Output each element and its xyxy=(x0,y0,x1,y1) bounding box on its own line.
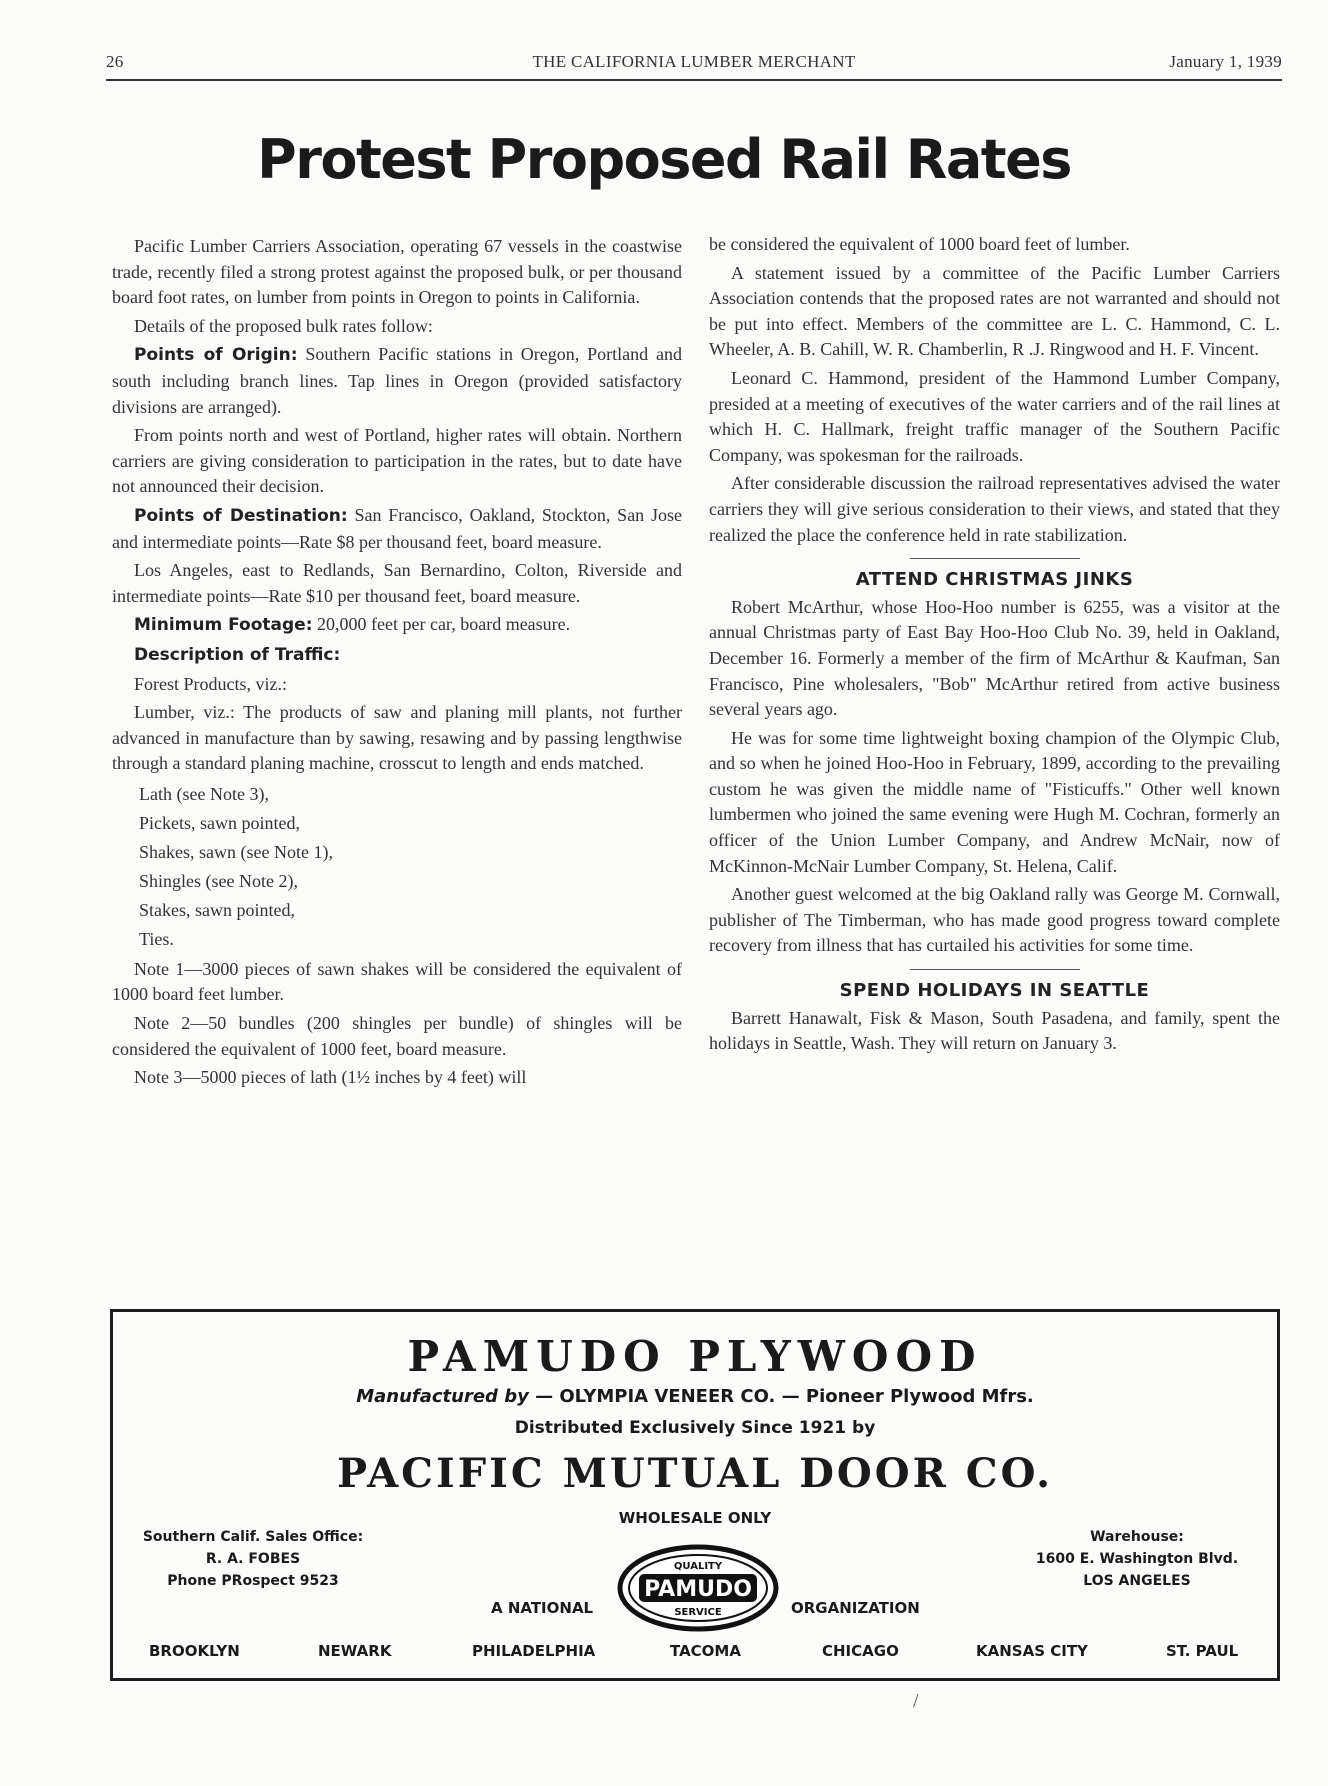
origin-text: Southern Pacific stations in Oregon, Portland and south including branch lines. Tap lines in Oregon (provided satisfactory divisions are arranged). xyxy=(112,344,682,417)
publication-name: THE CALIFORNIA LUMBER MERCHANT xyxy=(532,52,856,71)
ad-organization: ORGANIZATION xyxy=(791,1599,920,1617)
list-item: Shingles (see Note 2), xyxy=(139,870,298,891)
header-rule xyxy=(106,79,1282,81)
logo-service-text: SERVICE xyxy=(674,1607,722,1618)
description-label: Description of Traffic: xyxy=(134,644,341,665)
ad-manufacturer xyxy=(113,1386,1277,1407)
paragraph: Leonard C. Hammond, president of the Hammond Lumber Company, presided at a meeting of executives of the water carriers and of the rail lines at which H. C. Hallmark, freight traffic manager of the Southern Pacific Company, was spokesman for the railroads. xyxy=(709,367,1280,465)
warehouse-line: LOS ANGELES xyxy=(1083,1573,1191,1589)
city: CHICAGO xyxy=(822,1642,899,1660)
jinks-heading: ATTEND CHRISTMAS JINKS xyxy=(855,569,1134,591)
warehouse-line: 1600 E. Washington Blvd. xyxy=(1035,1551,1239,1567)
issue-date: January 1, 1939 xyxy=(1169,52,1282,71)
paragraph: Robert McArthur, whose Hoo-Hoo number is 6255, was a visitor at the annual Christmas party of East Bay Hoo-Hoo Club No. 39, held in Oakland, December 16. Formerly a member of the firm of McArthur & Kaufman, San Francisco, Pine wholesalers, "Bob" McArthur retired from active business several years ago. xyxy=(709,596,1280,720)
points-of-origin xyxy=(112,342,682,420)
paragraph: be considered the equivalent of 1000 board feet of lumber. xyxy=(709,234,1130,254)
paragraph: After considerable discussion the railroad representatives advised the water carriers they will give serious consideration to their views, and stated that they realized the place the conference held in rate stabilization. xyxy=(709,473,1280,545)
left-column xyxy=(112,234,682,1094)
paragraph: Forest Products, viz.: xyxy=(134,673,287,694)
ad-company: PACIFIC MUTUAL DOOR CO. xyxy=(336,1450,1054,1497)
list-item: Pickets, sawn pointed, xyxy=(139,812,300,833)
city: PHILADELPHIA xyxy=(472,1642,596,1660)
mfg-name: OLYMPIA VENEER CO. xyxy=(559,1386,776,1407)
city: TACOMA xyxy=(670,1642,741,1660)
product-list xyxy=(112,780,682,954)
stray-mark: / xyxy=(913,1690,919,1712)
paragraph: He was for some time lightweight boxing champion of the Olympic Club, and so when he joined Hoo-Hoo in February, 1899, according to the prevailing custom he was given the middle name of "Fisticuffs." Other well known lumbermen who joined the same evening were Hugh M. Cochran, formerly an officer of the Union Lumber Company, and Andrew McNair, now of McKinnon-McNair Lumber Company, St. Helena, Calif. xyxy=(709,727,1280,876)
ad-wholesale: WHOLESALE ONLY xyxy=(618,1509,772,1527)
list-item: Stakes, sawn pointed, xyxy=(139,899,295,920)
ad-brand: PAMUDO PLYWOOD xyxy=(407,1332,983,1381)
paragraph: From points north and west of Portland, higher rates will obtain. Northern carriers are giving consideration to participation in the rates, but to date have not announced their decision. xyxy=(112,425,682,497)
paragraph: Pacific Lumber Carriers Association, operating 67 vessels in the coastwise trade, recently filed a strong protest against the proposed bulk, or per thousand board foot rates, on lumber from points in Oregon to points in California. xyxy=(112,236,682,308)
logo-pamudo-text: PAMUDO xyxy=(644,1577,752,1602)
paragraph: Barrett Hanawalt, Fisk & Mason, South Pasadena, and family, spent the holidays in Seattle, Wash. They will return on January 3. xyxy=(709,1007,1280,1054)
sales-office xyxy=(113,1526,393,1592)
section-divider xyxy=(910,558,1080,559)
note: Note 3—5000 pieces of lath (1½ inches by 4 feet) will xyxy=(134,1067,527,1088)
mfg-suffix: — Pioneer Plywood Mfrs. xyxy=(781,1386,1034,1407)
running-header xyxy=(106,52,1282,76)
sales-office-line: Southern Calif. Sales Office: xyxy=(142,1529,364,1545)
article-title: Protest Proposed Rail Rates xyxy=(257,128,1071,191)
paragraph: Details of the proposed bulk rates follow: xyxy=(134,315,433,336)
city: ST. PAUL xyxy=(1166,1642,1239,1660)
note: Note 1—3000 pieces of sawn shakes will be considered the equivalent of 1000 board feet lumber. xyxy=(112,958,682,1005)
points-of-destination xyxy=(112,503,682,555)
paragraph: A statement issued by a committee of the Pacific Lumber Carriers Association contends that the proposed rates are not warranted and should not be put into effect. Members of the committee are L. C. Hammond, C. L. Wheeler, A. B. Cahill, W. R. Chamberlin, R .J. Ringwood and H. F. Vincent. xyxy=(709,262,1280,360)
city: BROOKLYN xyxy=(149,1642,240,1660)
section-divider xyxy=(910,969,1080,970)
warehouse xyxy=(997,1526,1277,1592)
city: KANSAS CITY xyxy=(976,1642,1088,1660)
page-number: 26 xyxy=(106,52,124,71)
pamudo-logo-icon xyxy=(617,1544,779,1632)
origin-label: Points of Origin: xyxy=(134,345,298,366)
ad-distributed: Distributed Exclusively Since 1921 by xyxy=(514,1418,876,1438)
list-item: Shakes, sawn (see Note 1), xyxy=(139,841,333,862)
note: Note 2—50 bundles (200 shingles per bundle) of shingles will be considered the equivalent of 1000 feet, board measure. xyxy=(112,1013,682,1059)
mfg-prefix: Manufactured by xyxy=(356,1386,529,1407)
list-item: Lath (see Note 3), xyxy=(139,783,269,804)
sales-office-line: Phone PRospect 9523 xyxy=(167,1573,339,1589)
minimum-text: 20,000 feet per car, board measure. xyxy=(317,614,571,635)
sales-office-line: R. A. FOBES xyxy=(205,1551,301,1567)
minimum-footage xyxy=(112,612,682,639)
paragraph: Another guest welcomed at the big Oakland rally was George M. Cornwall, publisher of The Timberman, who has made good progress toward complete recovery from illness that has curtailed his activities for some time. xyxy=(709,884,1280,956)
right-column xyxy=(709,232,1280,1060)
ad-national: A NATIONAL xyxy=(491,1599,594,1617)
minimum-label: Minimum Footage: xyxy=(134,615,313,636)
seattle-heading: SPEND HOLIDAYS IN SEATTLE xyxy=(839,980,1150,1002)
city: NEWARK xyxy=(318,1642,392,1660)
list-item: Ties. xyxy=(139,928,174,949)
warehouse-line: Warehouse: xyxy=(1090,1529,1184,1545)
traffic-description xyxy=(112,642,682,669)
mfg-dash: — xyxy=(535,1386,554,1407)
paragraph: Los Angeles, east to Redlands, San Bernardino, Colton, Riverside and intermediate points—Rate $10 per thousand feet, board measure. xyxy=(112,560,682,606)
advertisement xyxy=(110,1309,1280,1681)
paragraph: Lumber, viz.: The products of saw and planing mill plants, not further advanced in manufacture than by sawing, resawing and by passing lengthwise through a standard planing machine, crosscut to length and ends matched. xyxy=(112,702,682,774)
destination-label: Points of Destination: xyxy=(134,505,348,526)
destination-text: San Francisco, Oakland, Stockton, San Jose and intermediate points—Rate $8 per thousand feet, board measure. xyxy=(112,504,682,552)
logo-quality-text: QUALITY xyxy=(673,1561,723,1572)
